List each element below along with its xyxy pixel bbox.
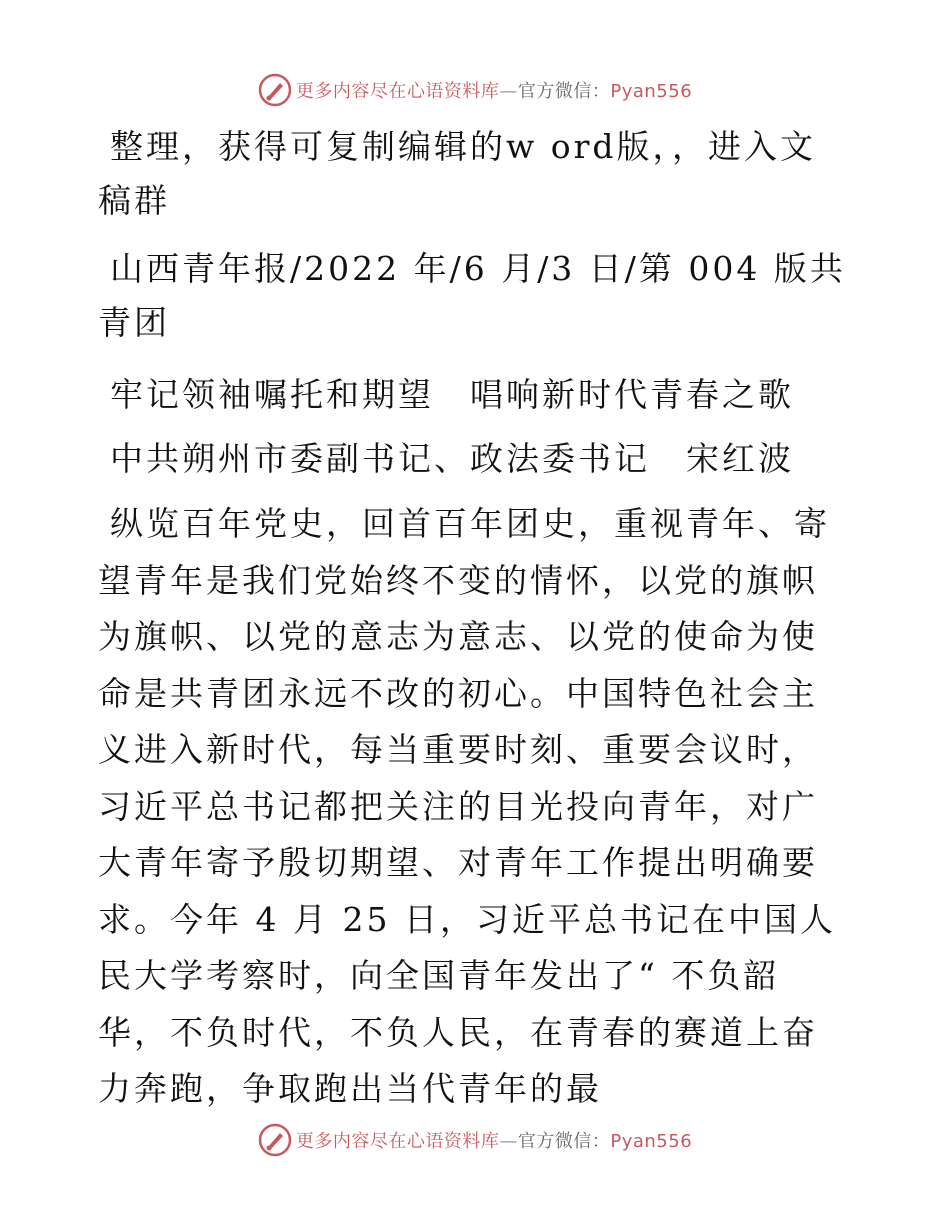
- publication-line: 山西青年报/2022 年/6 月/3 日/第 004 版共青团: [98, 249, 846, 342]
- article-body: 纵览百年党史，回首百年团史，重视青年、寄望青年是我们党始终不变的情怀，以党的旗帜为旗帜、以党的意志为意志、以党的使命为使命是共青团永远不改的初心。中国特色社会主义进入新时代，每当重要时刻、重要会议时，习近平总书记都把关注的目光投向青年，对广大青年寄予殷切期望、对青年工作提出明确要求。今年 4 月 25 日，习近平总书记在中国人民大学考察时，向全国青年发出了“ 不负韶华，不负时代，不负人民，在青春的赛道上奋力奔跑，争取跑出当代青年的最: [98, 504, 836, 1108]
- header-watermark: [0, 68, 950, 112]
- brush-logo-icon: [258, 1123, 292, 1157]
- footer-watermark: [0, 1118, 950, 1162]
- article-title: 牢记领袖嘱托和期望 唱响新时代青春之歌: [110, 375, 794, 414]
- watermark-text: 更多内容尽在心语资料库—官方微信：Pyan556: [295, 81, 693, 102]
- article-author: 中共朔州市委副书记、政法委书记 宋红波: [110, 439, 794, 478]
- source-note: 整理，获得可复制编辑的w ord版，，进入文稿群: [98, 127, 817, 220]
- watermark-text: 更多内容尽在心语资料库—官方微信：Pyan556: [295, 1131, 693, 1152]
- brush-logo-icon: [258, 73, 292, 107]
- document-body: [98, 120, 850, 1118]
